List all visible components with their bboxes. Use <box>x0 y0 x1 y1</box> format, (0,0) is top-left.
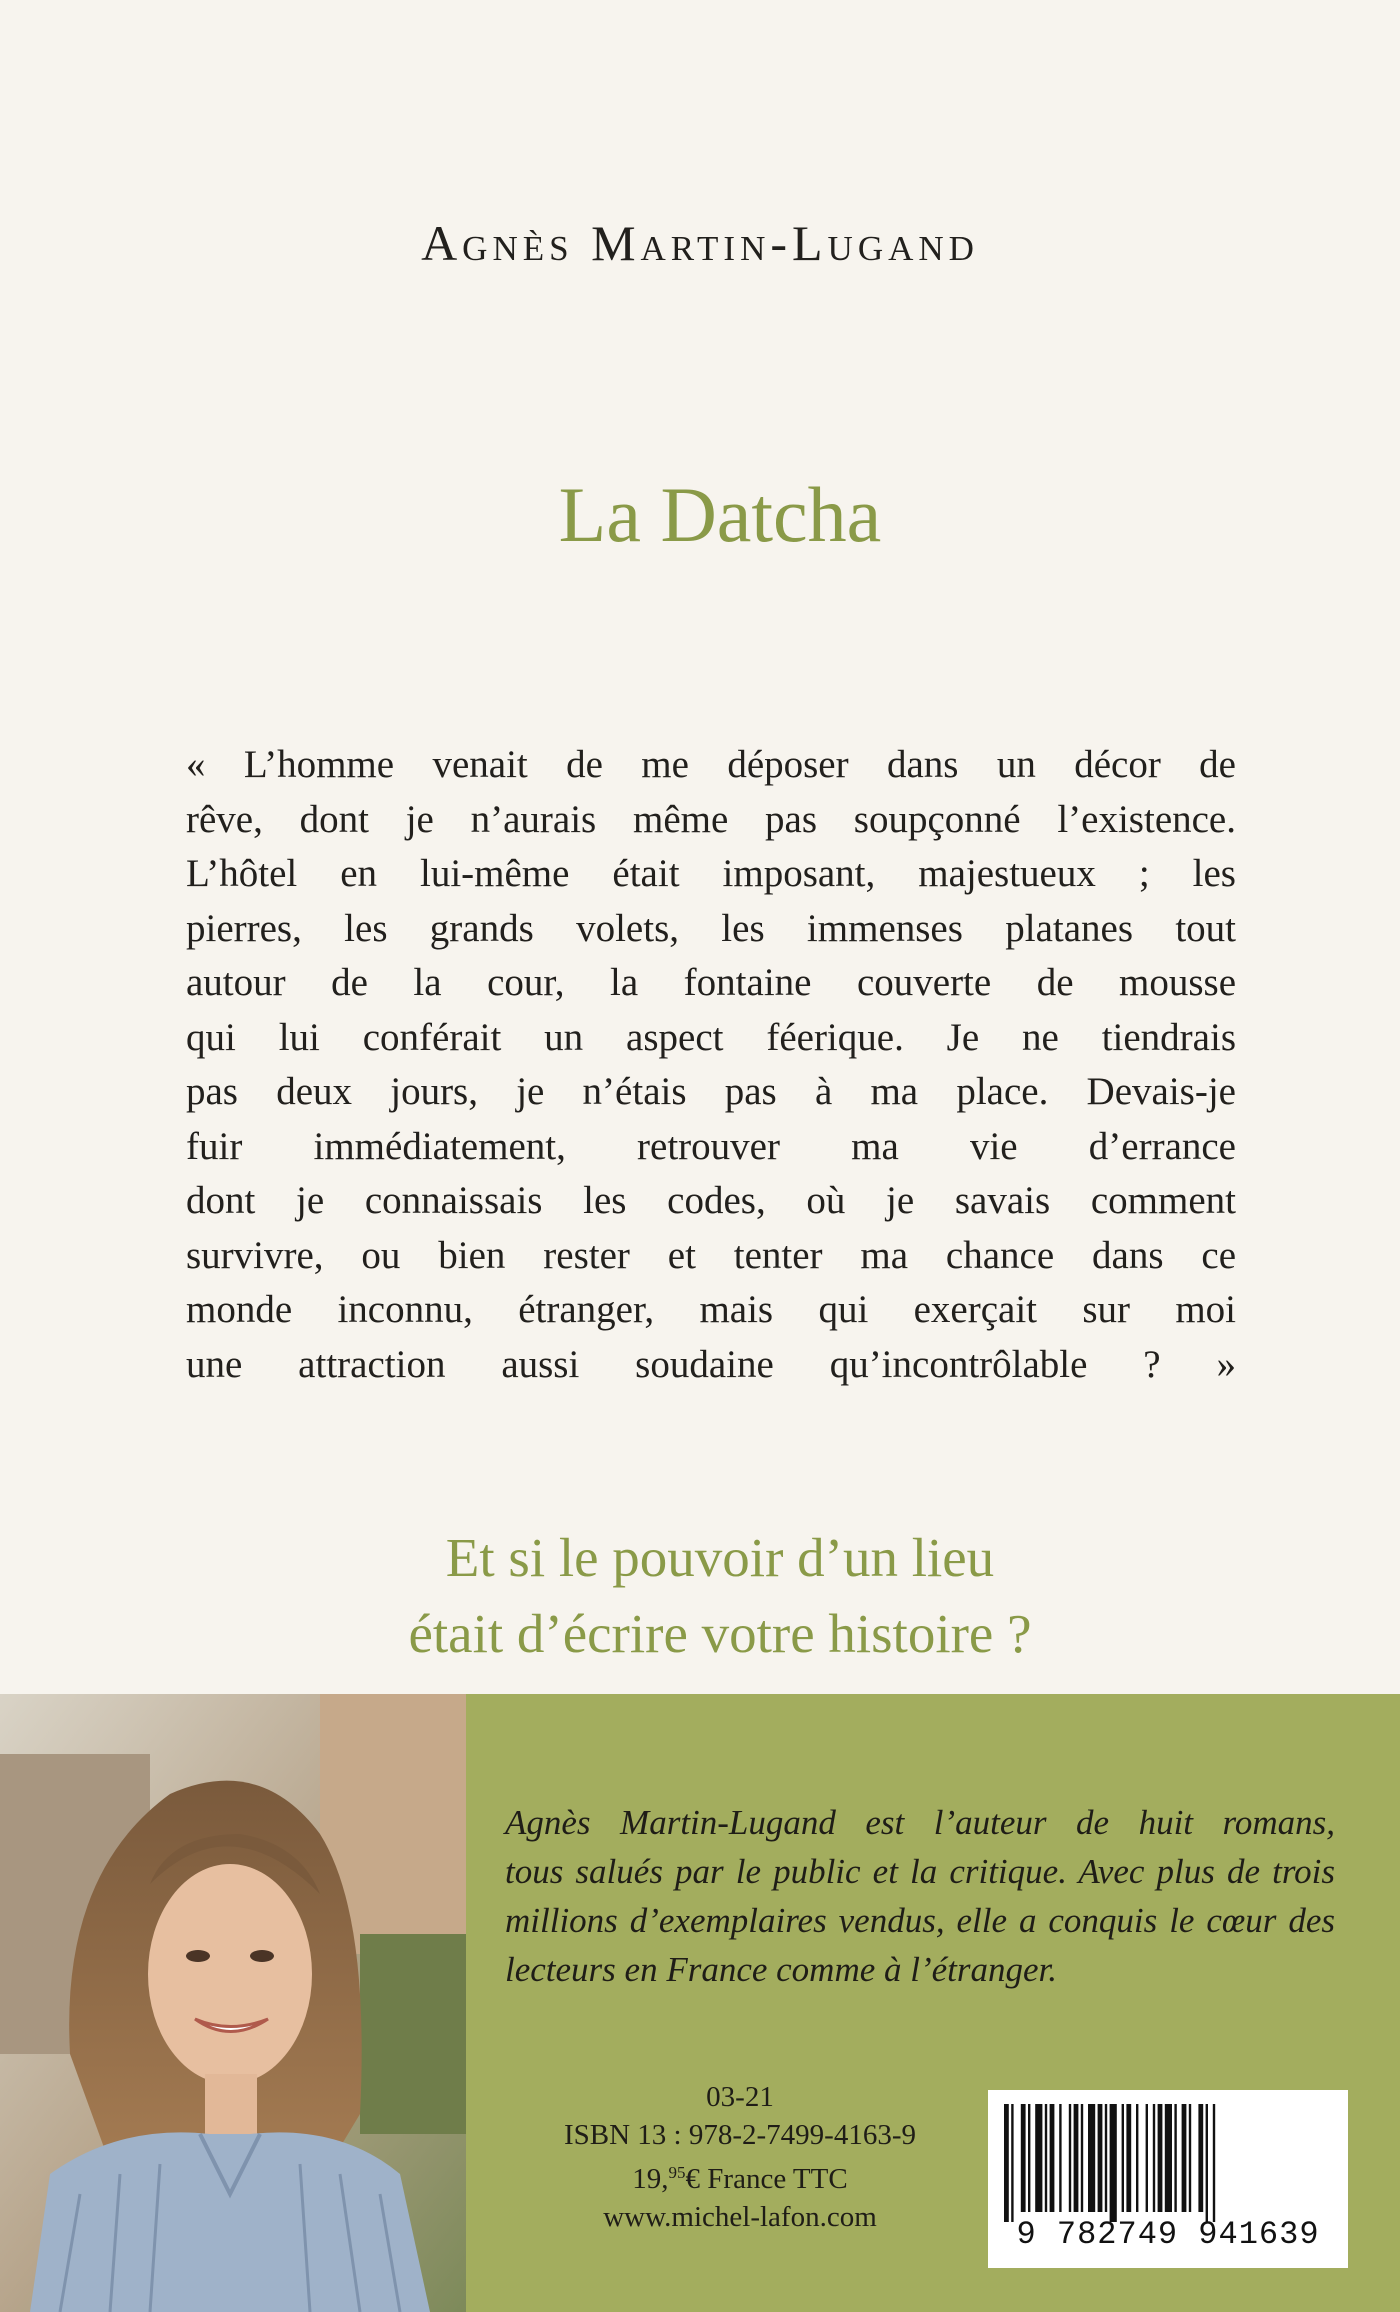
edition-code: 03-21 <box>706 2081 774 2113</box>
barcode-bar <box>1098 2104 1103 2212</box>
publisher-info <box>470 2078 1010 2236</box>
excerpt-line: une attraction aussi soudaine qu’incontrôlable ? » <box>186 1342 1236 1386</box>
bio-line: lecteurs en France comme à l’étranger. <box>505 1950 1058 1989</box>
barcode-bar <box>1035 2104 1042 2212</box>
excerpt-quote <box>186 738 1236 1392</box>
price-rest: € France TTC <box>685 2163 848 2195</box>
excerpt-line: rêve, dont je n’aurais même pas soupçonné l’existence. <box>186 797 1236 841</box>
barcode-bar <box>1011 2104 1013 2222</box>
barcode-bar <box>1004 2104 1009 2222</box>
barcode-bar <box>1206 2104 1208 2222</box>
price-cents: 95 <box>668 2163 686 2182</box>
barcode-bar <box>1198 2104 1203 2212</box>
barcode-bar <box>1174 2104 1176 2212</box>
barcode-bar <box>1136 2104 1138 2212</box>
author-bio <box>505 1798 1335 1994</box>
publisher-website: www.michel-lafon.com <box>603 2201 877 2233</box>
excerpt-line: pierres, les grands volets, les immenses platanes tout <box>186 906 1236 950</box>
barcode-bar <box>1153 2104 1155 2212</box>
book-title: La Datcha <box>558 471 882 558</box>
author-photo <box>0 1694 466 2312</box>
barcode-bar <box>1059 2104 1061 2212</box>
barcode-bar <box>1105 2104 1107 2212</box>
barcode-bar <box>1045 2104 1047 2212</box>
barcode-bar <box>1165 2104 1172 2212</box>
barcode-bar <box>1126 2104 1131 2212</box>
barcode-bar <box>1110 2104 1117 2222</box>
bio-line: Agnès Martin-Lugand est l’auteur de huit romans, <box>505 1803 1335 1842</box>
excerpt-line: « L’homme venait de me déposer dans un décor de <box>186 743 1236 786</box>
bio-line: millions d’exemplaires vendus, elle a conquis le cœur des <box>505 1901 1335 1940</box>
price <box>470 2154 1010 2198</box>
barcode-bar <box>1189 2104 1191 2212</box>
barcode-bar <box>1050 2104 1055 2212</box>
barcode-bar <box>1158 2104 1163 2212</box>
tagline-line-2: était d’écrire votre histoire ? <box>408 1603 1032 1664</box>
tagline <box>0 1520 1400 1672</box>
barcode-bar <box>1146 2104 1148 2212</box>
barcode <box>988 2090 1348 2268</box>
barcode-bar <box>1074 2104 1079 2212</box>
barcode-bar <box>1182 2104 1187 2212</box>
barcode-bar <box>1213 2104 1215 2222</box>
excerpt-line: autour de la cour, la fontaine couverte de mousse <box>186 961 1236 1004</box>
barcode-bar <box>1081 2104 1083 2212</box>
barcode-bar <box>1069 2104 1071 2212</box>
bio-line: tous salués par le public et la critique. Avec plus de trois <box>505 1852 1335 1891</box>
barcode-bar <box>1028 2104 1030 2212</box>
excerpt-line: dont je connaissais les codes, où je savais comment <box>186 1179 1236 1222</box>
barcode-bar <box>1088 2104 1095 2212</box>
price-main: 19, <box>632 2163 669 2195</box>
excerpt-line: fuir immédiatement, retrouver ma vie d’errance <box>186 1124 1236 1168</box>
excerpt-line: pas deux jours, je n’étais pas à ma place. Devais-je <box>186 1070 1236 1113</box>
barcode-bar <box>1122 2104 1124 2212</box>
isbn: ISBN 13 : 978-2-7499-4163-9 <box>563 2119 916 2151</box>
tagline-line-1: Et si le pouvoir d’un lieu <box>445 1527 995 1588</box>
author-name: Agnès Martin-Lugand <box>421 215 979 271</box>
excerpt-line: monde inconnu, étranger, mais qui exerçait sur moi <box>186 1288 1236 1331</box>
excerpt-line: survivre, ou bien rester et tenter ma chance dans ce <box>186 1233 1236 1277</box>
barcode-bar <box>1021 2104 1026 2212</box>
barcode-digits: 9 782749 941639 <box>1016 2216 1320 2253</box>
excerpt-line: L’hôtel en lui-même était imposant, majestueux ; les <box>186 852 1236 895</box>
excerpt-line: qui lui conférait un aspect féerique. Je ne tiendrais <box>186 1015 1236 1059</box>
